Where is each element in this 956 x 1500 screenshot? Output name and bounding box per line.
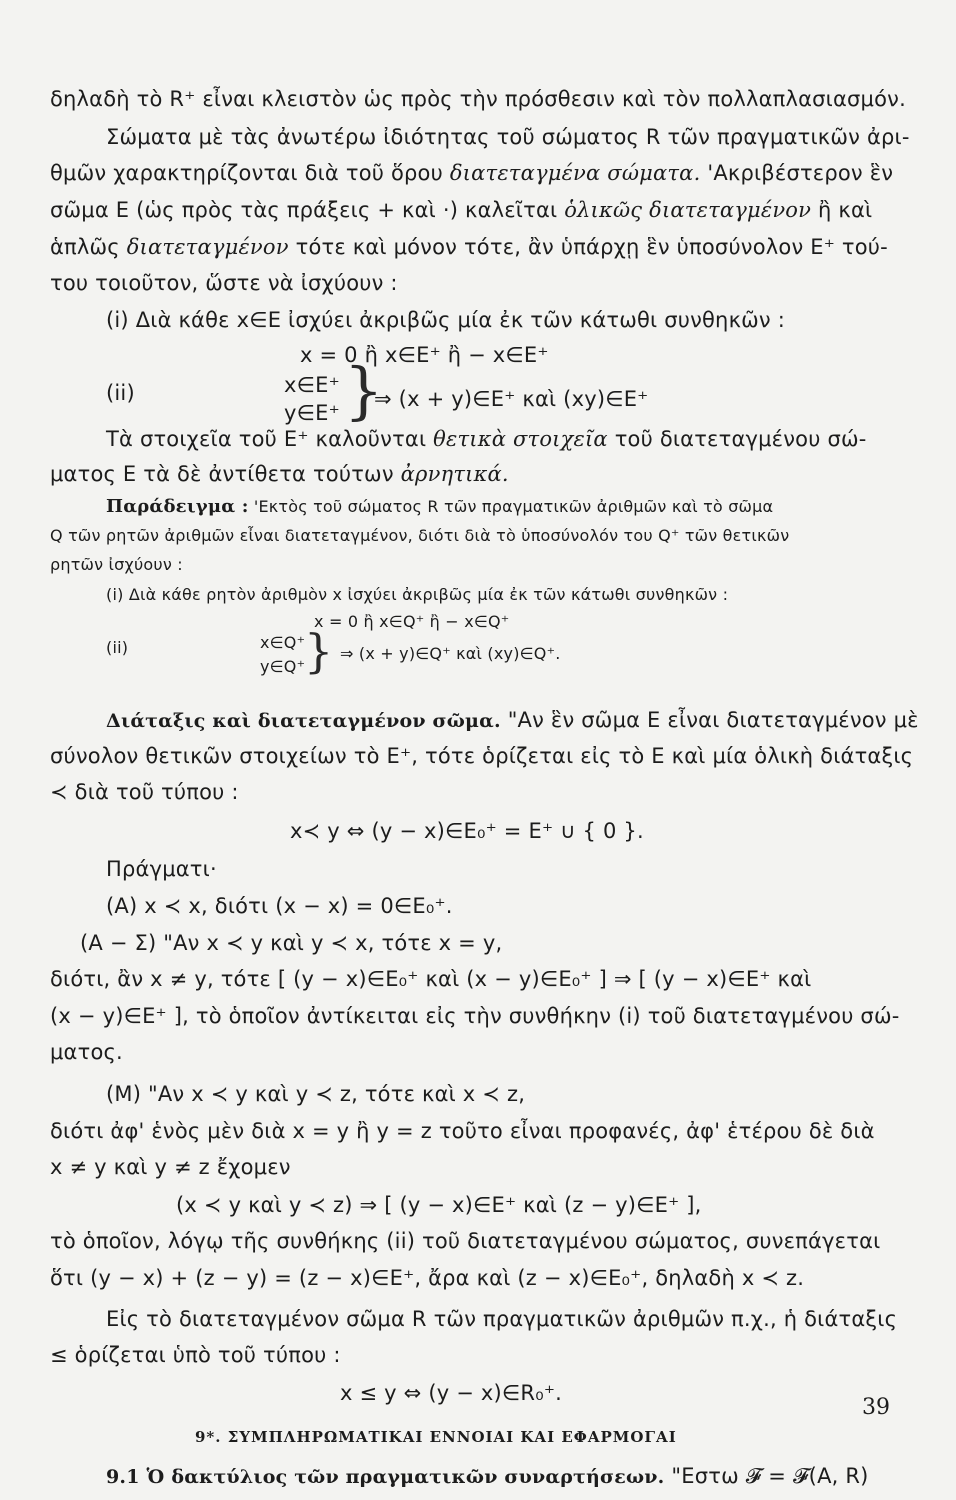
text-span: 'Εκτὸς τοῦ σώματος R τῶν πραγματικῶν ἀριθμῶν καὶ τὸ σῶμα	[253, 497, 774, 516]
formula-line: x = 0 ἢ x∈E⁺ ἢ − x∈E⁺	[300, 343, 549, 367]
text-line	[50, 461, 509, 487]
text-line: (M) "Aν x ≺ y καὶ y ≺ z, τότε καὶ x ≺ z,	[106, 1082, 526, 1106]
text-span: "Εστω 𝓕 = 𝓕(A, R)	[671, 1464, 869, 1488]
formula-line: (x ≺ y καὶ y ≺ z) ⇒ [ (y − x)∈E⁺ καὶ (z − y)∈E⁺ ],	[176, 1193, 702, 1217]
text-line	[106, 426, 867, 452]
text-line: τὸ ὁποῖον, λόγῳ τῆς συνθήκης (ii) τοῦ διατεταγμένου σώματος, συνεπάγεται	[50, 1229, 881, 1253]
text-line: διότι, ἂν x ≠ y, τότε [ (y − x)∈E₀⁺ καὶ (x − y)∈E₀⁺ ] ⇒ [ (y − x)∈E⁺ καὶ	[50, 967, 812, 991]
emphasis-text: διατεταγμένα σώματα.	[449, 161, 701, 185]
text-span: 'Ακριβέστερον ἓν	[707, 161, 894, 185]
formula-result: ⇒ (x + y)∈E⁺ καὶ (xy)∈E⁺	[374, 387, 649, 411]
text-line: του τοιοῦτον, ὥστε νὰ ἰσχύουν :	[50, 271, 398, 295]
example-line	[106, 496, 773, 518]
text-span: σῶμα Ε (ὡς πρὸς τὰς πράξεις + καὶ ·) καλεῖται	[50, 198, 558, 222]
item-label: (ii)	[106, 638, 129, 657]
text-line: (A − Σ) "Αν x ≺ y καὶ y ≺ x, τότε x = y,	[80, 931, 503, 955]
page-number: 39	[862, 1395, 890, 1420]
text-line	[50, 234, 888, 260]
example-title: Παράδειγμα :	[106, 496, 249, 517]
text-span: ἁπλῶς	[50, 235, 120, 259]
emphasis-text: ὁλικῶς διατεταγμένον	[564, 198, 812, 222]
formula-top: x∈E⁺	[284, 373, 340, 397]
formula-line: x≺ y ⇔ (y − x)∈E₀⁺ = E⁺ ∪ { 0 }.	[290, 819, 644, 843]
subsection-title: Ὁ δακτύλιος τῶν πραγματικῶν συναρτήσεων.	[146, 1466, 665, 1488]
text-line: ὅτι (y − x) + (z − y) = (z − x)∈E⁺, ἄρα καὶ (z − x)∈E₀⁺, δηλαδὴ x ≺ z.	[50, 1266, 805, 1290]
text-line: (A) x ≺ x, διότι (x − x) = 0∈E₀⁺.	[106, 894, 453, 918]
formula-result: ⇒ (x + y)∈Q⁺ καὶ (xy)∈Q⁺.	[340, 644, 561, 663]
text-span: ματος Ε τὰ δὲ ἀντίθετα τούτων	[50, 462, 394, 486]
example-line: ρητῶν ἰσχύουν :	[50, 555, 183, 574]
example-line: Q τῶν ρητῶν ἀριθμῶν εἶναι διατεταγμένον, διότι διὰ τὸ ὑποσύνολόν του Q⁺ τῶν θετικῶν	[50, 526, 790, 545]
text-line: Εἰς τὸ διατεταγμένον σῶμα R τῶν πραγματικῶν ἀριθμῶν π.χ., ἡ διάταξις	[106, 1307, 898, 1331]
formula-bottom: y∈E⁺	[284, 401, 340, 425]
item-label: (ii)	[106, 381, 135, 405]
example-formula: x = 0 ἢ x∈Q⁺ ἢ − x∈Q⁺	[314, 612, 510, 631]
text-line: διότι ἀφ' ἑνὸς μὲν διὰ x = y ἢ y = z τοῦτο εἶναι προφανές, ἀφ' ἑτέρου δὲ διὰ	[50, 1119, 875, 1143]
text-line: Σώματα μὲ τὰς ἀνωτέρω ἰδιότητας τοῦ σώματος R τῶν πραγματικῶν ἀρι-	[106, 125, 910, 149]
text-line: (x − y)∈E⁺ ], τὸ ὁποῖον ἀντίκειται εἰς τὴν συνθήκην (i) τοῦ διατεταγμένου σώ-	[50, 1004, 900, 1028]
emphasis-text: θετικὰ στοιχεῖα	[433, 427, 608, 451]
text-line: ≤ ὁρίζεται ὑπὸ τοῦ τύπου :	[50, 1343, 341, 1367]
formula-top: x∈Q⁺	[260, 633, 306, 652]
subsection-number: 9.1	[106, 1466, 140, 1488]
text-span: τότε καὶ μόνον τότε, ἂν ὑπάρχῃ ἓν ὑποσύνολον Ε⁺ τού-	[295, 235, 888, 259]
text-span: "Αν ἓν σῶμα Ε εἶναι διατεταγμένον μὲ	[507, 708, 919, 732]
text-line	[50, 160, 893, 186]
paragraph-title: Διάταξις καὶ διατεταγμένον σῶμα.	[106, 710, 501, 732]
brace-icon: }	[344, 354, 384, 427]
emphasis-text: ἀρνητικά.	[400, 462, 509, 486]
subsection-line	[106, 1463, 869, 1490]
emphasis-text: διατεταγμένον	[126, 235, 289, 259]
text-line: σύνολον θετικῶν στοιχείων τὸ Ε⁺, τότε ὁρίζεται εἰς τὸ Ε καὶ μία ὁλικὴ διάταξις	[50, 744, 914, 768]
text-span: τοῦ διατεταγμένου σώ-	[614, 427, 867, 451]
formula-line: x ≤ y ⇔ (y − x)∈R₀⁺.	[340, 1381, 562, 1405]
example-line: (i) Διὰ κάθε ρητὸν ἀριθμὸν x ἰσχύει ἀκριβῶς μία ἐκ τῶν κάτωθι συνθηκῶν :	[106, 585, 729, 604]
text-line: ≺ διὰ τοῦ τύπου :	[50, 780, 239, 804]
brace-icon: }	[304, 624, 334, 678]
text-span: ἢ καὶ	[818, 198, 873, 222]
text-line: Πράγματι·	[106, 857, 217, 881]
text-line	[50, 197, 872, 223]
text-line	[106, 707, 919, 734]
formula-bottom: y∈Q⁺	[260, 657, 306, 676]
text-span: θμῶν χαρακτηρίζονται διὰ τοῦ ὅρου	[50, 161, 443, 185]
text-line: x ≠ y καὶ y ≠ z ἔχομεν	[50, 1155, 291, 1179]
section-heading: 9*. ΣΥΜΠΛΗΡΩΜΑΤΙΚΑΙ ΕΝΝΟΙΑΙ ΚΑΙ ΕΦΑΡΜΟΓΑΙ	[195, 1428, 677, 1446]
text-line: (i) Διὰ κάθε x∈E ἰσχύει ἀκριβῶς μία ἐκ τῶν κάτωθι συνθηκῶν :	[106, 308, 786, 332]
text-span: Τὰ στοιχεῖα τοῦ Ε⁺ καλοῦνται	[106, 427, 427, 451]
text-line: ματος.	[50, 1040, 123, 1064]
text-line: δηλαδὴ τὸ R⁺ εἶναι κλειστὸν ὡς πρὸς τὴν πρόσθεσιν καὶ τὸν πολλαπλασιασμόν.	[50, 87, 906, 111]
